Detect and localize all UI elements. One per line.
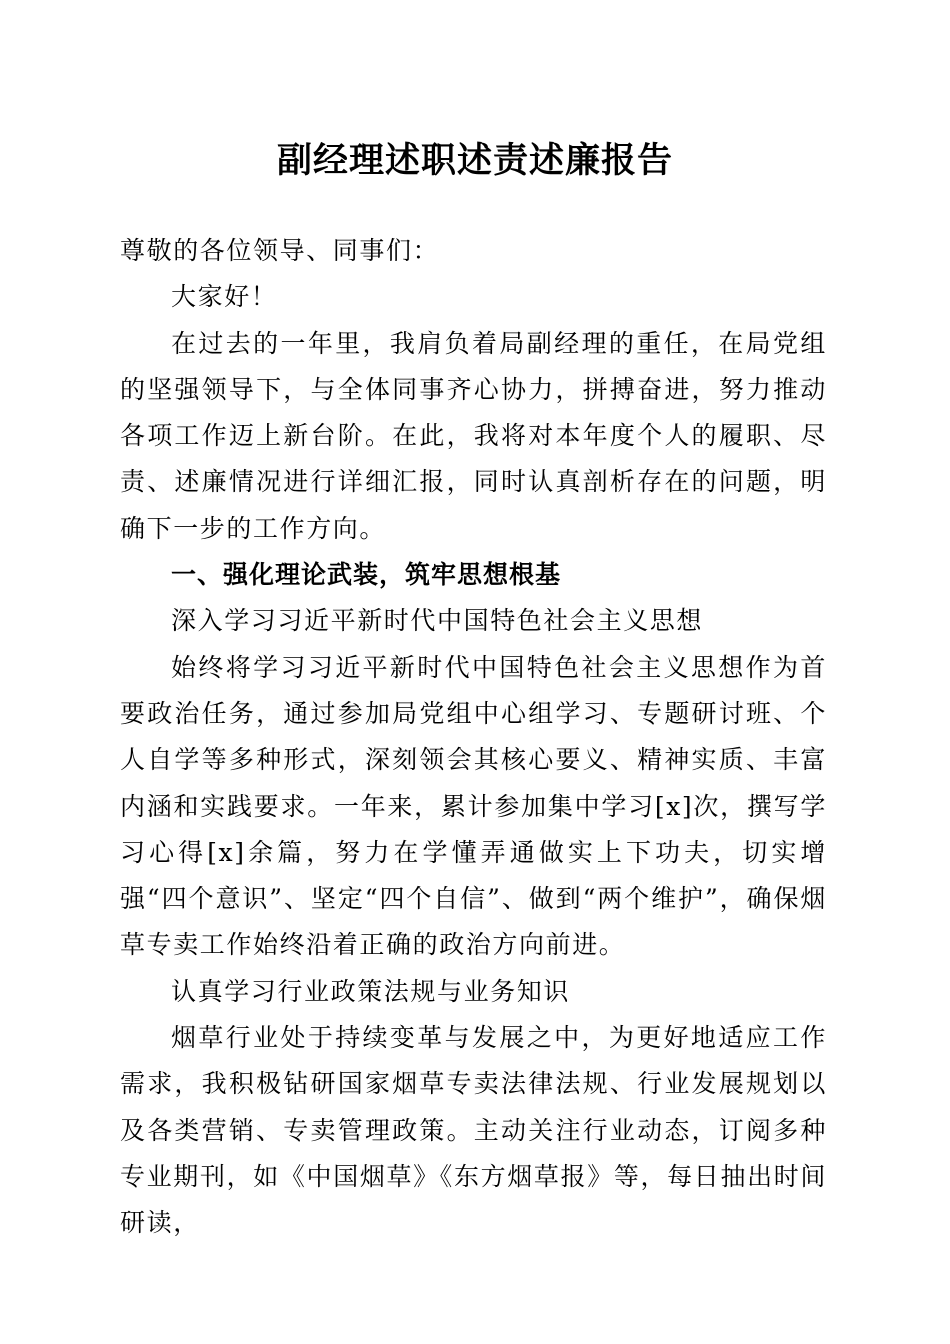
body-paragraph: 烟草行业处于持续变革与发展之中，为更好地适应工作需求，我积极钻研国家烟草专卖法律法规、行业发展规划以及各类营销、专卖管理政策。主动关注行业动态，订阅多种专业期刊，如《中国烟草》《东方烟草报》等，每日抽出时间研读，: [120, 1023, 827, 1238]
body-paragraph: 始终将学习习近平新时代中国特色社会主义思想作为首要政治任务，通过参加局党组中心组学习、专题研讨班、个人自学等多种形式，深刻领会其核心要义、精神实质、丰富内涵和实践要求。一年来，累计参加集中学习[x]次，撰写学习心得[x]余篇，努力在学懂弄通做实上下功夫，切实增强“四个意识”、坚定“四个自信”、做到“两个维护”，确保烟草专卖工作始终沿着正确的政治方向前进。: [120, 652, 827, 960]
subheading: 认真学习行业政策法规与业务知识: [171, 976, 571, 1006]
greeting: 大家好！: [171, 282, 278, 312]
section-heading: 一、强化理论武装，筑牢思想根基: [171, 560, 562, 590]
document-title: 副经理述职述责述廉报告: [276, 140, 673, 181]
salutation: 尊敬的各位领导、同事们：: [120, 236, 440, 265]
intro-paragraph: 在过去的一年里，我肩负着局副经理的重任，在局党组的坚强领导下，与全体同事齐心协力，拼搏奋进，努力推动各项工作迈上新台阶。在此，我将对本年度个人的履职、尽责、述廉情况进行详细汇报，同时认真剖析存在的问题，明确下一步的工作方向。: [120, 328, 827, 543]
document-body: [120, 228, 827, 1247]
subheading: 深入学习习近平新时代中国特色社会主义思想: [171, 606, 704, 636]
